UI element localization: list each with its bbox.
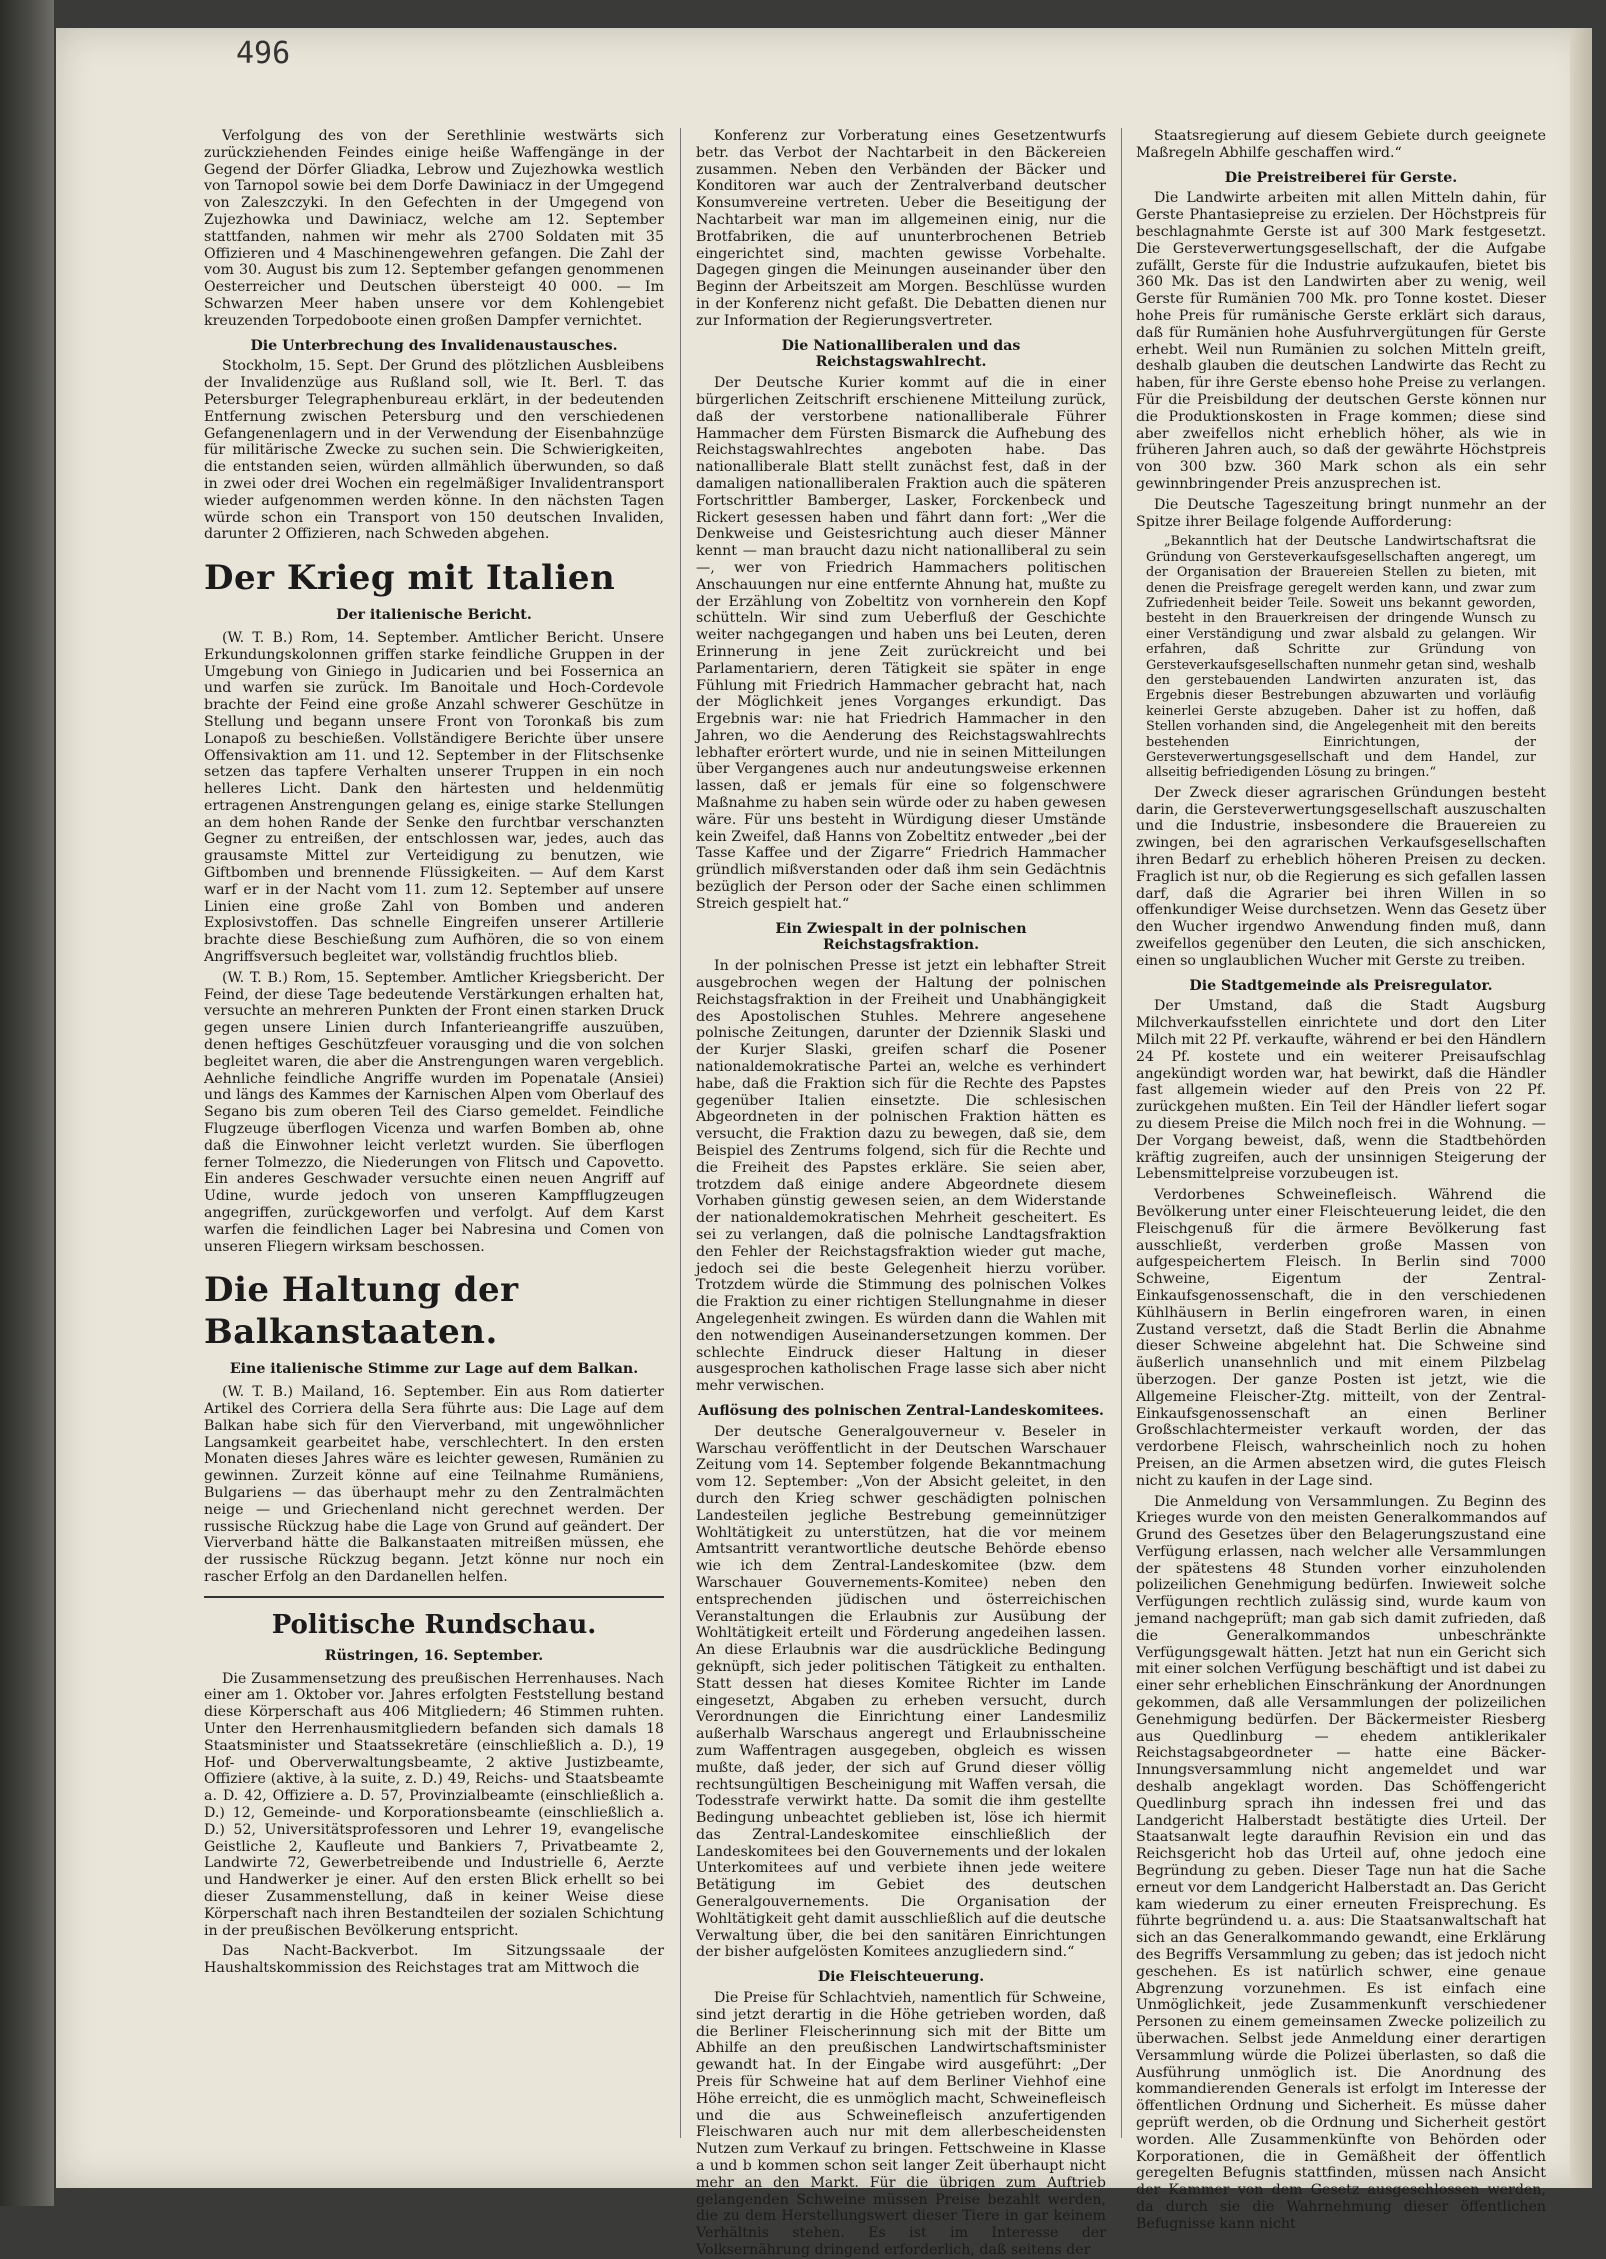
book-binding (0, 0, 54, 2206)
article-text: Die Anmeldung von Versammlungen. Zu Beginn des Krieges wurde von den meisten Generalkommandos auf Grund des Gesetzes über den Belagerungszustand eine Verfügung erlassen, nach welcher alle Versammlungen der spätestens 48 Stunden vorher einzuholenden polizeilichen Genehmigung bedürfen. Inwieweit solche Verfügungen rechtlich zulässig sind, wurde kaum von jemand nachgeprüft; man gab sich damit zufrieden, daß die Generalkommandos unbeschränkte Verfügungsgewalt hätten. Jetzt hat nun ein Gericht sich mit einer solchen Verfügung beschäftigt und ist dabei zu einer sehr erheblichen Einschränkung der Anordnungen gekommen, daß alle Versammlungen der polizeilichen Genehmigung bedürfen. Der Bäckermeister Riesberg aus Quedlinburg — ehedem antiklerikaler Reichstagsabgeordneter — hatte eine Bäcker-Innungsversammlung nicht angemeldet und war deshalb angeklagt worden. Das Schöffengericht Quedlinburg sprach ihn indessen frei und das Landgericht Halberstadt bestätigte dies Urteil. Der Staatsanwalt legte daraufhin Revision ein und das Reichsgericht hob das Urteil auf, ohne jedoch eine Begründung zu geben. Dieser Tage nun hat die Sache erneut vor dem Landgericht Halberstadt an. Das Gericht kam wiederum zu einer erneuten Freisprechung. Es führte begründend u. a. aus: Die Staatsanwaltschaft hat sich an das Generalkommando gewandt, eine Erklärung des Begriffs Versammlung zu geben; das ist jedoch nicht geschehen. Es ist natürlich schwer, eine genaue Abgrenzung vorzunehmen. Es ist einfach eine Unmöglichkeit, jede Zusammenkunft verschiedener Personen zu einem gemeinsamen Zwecke polizeilich zu überwachen. Selbst jede Anmeldung einer derartigen Versammlung würde die Polizei überlasten, so daß die Ausführung unmöglich ist. Die Anordnung des kommandierenden Generals ist erfolgt im Interesse der öffentlichen Ordnung und Sicherheit. Es müsse daher geprüft werden, ob die Ordnung und Sicherheit gestört worden. Alle Zusammenkünfte von Behörden oder Korporationen, die in Gemäßheit der öffentlich geregelten Befugnis stattfinden, müssen nach Ansicht der Kammer von dem Gesetz ausgeschlossen werden, da durch sie die Wahrnehmung dieser öffentlichen Befugnisse kann nicht (1136, 1493, 1546, 2232)
article-text: Der Deutsche Kurier kommt auf die in einer bürgerlichen Zeitschrift erschienene Mitteilung zurück, daß der verstorbene nationalliberale Führer Hammacher dem Fürsten Bismarck die Aufhebung des Reichstagswahlrechtes angeboten habe. Das nationalliberale Blatt stellt zunächst fest, daß in der damaligen nationalliberalen Fraktion auch die späteren Fortschrittler Bamberger, Lasker, Forckenbeck und Rickert gesessen haben und fährt dann fort: „Wer die Denkweise und Geistesrichtung auch dieser Männer kennt — man braucht dazu nicht nationalliberal zu sein —, wer von Friedrich Hammachers politischen Anschauungen nur eine entfernte Ahnung hat, mußte zu der Erzählung von Zobeltitz von vornherein den Kopf schütteln. Wir sind zum Ueberfluß der Geschichte weiter nachgegangen und haben uns bei Leuten, deren Erinnerung in jene Zeit zurückreicht und bei Parlamentariern, deren Tätigkeit sie später in enge Fühlung mit Friedrich Hammacher gebracht hat, nach der Möglichkeit jenes Vorganges erkundigt. Das Ergebnis war: nie hat Friedrich Hammacher in den Jahren, wo die Aenderung des Reichstagswahlrechts lebhafter erörtert wurde, und nie in seinen Mitteilungen über Vergangenes auch nur andeutungsweise erkennen lassen, daß er jemals für eine so folgenschwere Maßnahme zu haben sein würde oder zu haben gewesen wäre. Für uns besteht in Würdigung dieser Umstände kein Zweifel, daß Hanns von Zobeltitz entweder „bei der Tasse Kaffee und der Zigarre“ Friedrich Hammacher gründlich mißverstanden oder daß ihm sein Gedächtnis bezüglich der Person oder der Sache einen schlimmen Streich gespielt hat.“ (696, 375, 1106, 912)
article-text: (W. T. B.) Rom, 14. September. Amtlicher Bericht. Unsere Erkundungskolonnen griffen starke feindliche Gruppen in der Umgebung von Giniego in Judicarien und bei Fossernica an und warfen sie zurück. Im Banoitale und Hoch-Cordevole brachte der Feind eine große Anzahl schwerer Geschütze in Stellung und begann unsere Front von Toronkaß bis zum Lonapoß zu beschießen. Vollständigere Berichte über unsere Offensivaktion am 11. und 12. September in der Flitschsenke setzen das tapfere Verhalten unserer Truppen in ein noch helleres Licht. Dank den härtesten und heldenmütig ertragenen Anstrengungen gelang es, einige starke Stellungen an dem hohen Rande der Senke den furchtbar verschanzten Gegner zu entreißen, der entschlossen war, jedes, auch das grausamste Mittel zur Verteidigung zu benutzen, wie Giftbomben und brennende Flüssigkeiten. — Auf dem Karst warf er in der Nacht vom 11. zum 12. September auf unsere Linien eine große Zahl von Bomben und anderen Explosivstoffen. Das schnelle Eingreifen unserer Artillerie brachte diese Beschießung zum Aufhören, die so von einem Angriffsversuch begleitet war, vollständig fruchtlos blieb. (204, 629, 664, 966)
article-text: Verdorbenes Schweinefleisch. Während die Bevölkerung unter einer Fleischteuerung leidet, die den Fleischgenuß für die ärmere Bevölkerung fast ausschließt, verderben große Massen von aufgespeichertem Fleisch. In Berlin sind 7000 Schweine, Eigentum der Zentral-Einkaufsgenossenschaft, die in den verschiedenen Kühlhäusern in Berlin eingefroren waren, in einen Zustand versetzt, daß die Stadt Berlin die Abnahme dieser Schweine abgelehnt hat. Die Schweine sind äußerlich unansehnlich und mit einem Pilzbelag überzogen. Der ganze Posten ist jetzt, wie die Allgemeine Fleischer-Ztg. mitteilt, von der Zentral-Einkaufsgenossenschaft an einen Berliner Großschlachtermeister verkauft worden, der das verdorbene Fleisch, wahrscheinlich noch zu hohen Preisen, an die Armen absetzen wird, die gutes Fleisch nicht zu kaufen in der Lage sind. (1136, 1187, 1546, 1489)
column-rule (680, 128, 681, 2138)
article-heading: Die Fleischteuerung. (817, 1969, 985, 1986)
article-text: Der Umstand, daß die Stadt Augsburg Milchverkaufsstellen einrichtete und dort den Liter Milch mit 22 Pf. verkaufte, während er bei den Händlern 24 Pf. kostete und ein weiterer Preisaufschlag angekündigt worden war, hat bewirkt, daß die Händler fast allgemein wieder auf den Preis von 22 Pf. zurückgehen mußten. Ein Teil der Händler liefert sogar zu diesem Preise die Milch noch frei in die Wohnung. — Der Vorgang beweist, daß, wenn die Stadtbehörden kräftig zugreifen, auch der unsinnigen Steigerung der Lebensmittelpreise vorzubeugen ist. (1136, 998, 1546, 1183)
article-text: Stockholm, 15. Sept. Der Grund des plötzlichen Ausbleibens der Invalidenzüge aus Rußland soll, wie It. Berl. T. das Petersburger Telegraphenbureau erklärt, in der bedeutenden Entfernung zwischen Petersburg und den verschiedenen Gefangenenlagern und in der Verwendung der Eisenbahnzüge für militärische Zwecke zu suchen sein. Die Schwierigkeiten, die entstanden seien, würden allmählich überwunden, so daß in zwei oder drei Wochen ein regelmäßiger Invalidentransport wieder aufgenommen werden könne. In den nächsten Tagen würde schon ein Transport von 150 deutschen Invaliden, darunter 2 Offizieren, nach Schweden abgehen. (204, 358, 664, 543)
article-text: Konferenz zur Vorberatung eines Gesetzentwurfs betr. das Verbot der Nachtarbeit in den Bäckereien zusammen. Neben den Verbänden der Bäcker und Konditoren war auch der Zentralverband deutscher Konsumvereine vertreten. Ueber die Beseitigung der Nachtarbeit war man im allgemeinen einig, nur die Brotfabriken, die auf ununterbrochenen Betrieb eingerichtet sind, machten gewisse Vorbehalte. Dagegen gingen die Meinungen auseinander über den Beginn der Arbeitszeit am Morgen. Beschlüsse wurden in der Konferenz nicht gefaßt. Die Debatten dienen nur zur Information der Regierungsvertreter. (696, 128, 1106, 329)
article-text: Das Nacht-Backverbot. Im Sitzungssaale der Haushaltskommission des Reichstages trat am Mittwoch die (204, 1943, 664, 1977)
quoted-text: „Bekanntlich hat der Deutsche Landwirtschaftsrat die Gründung von Gersteverkaufsgesellschaften angeregt, um der Organisation der Brauereien Stellen zu bieten, mit denen die Preisfrage geregelt werden kann, und zwar zum Zufriedenheit beider Teile. Soweit uns bekannt geworden, besteht in den Brauerkreisen der dringende Wunsch zu einer Verständigung und zwar alsbald zu gelangen. Wir erfahren, daß Schritte zur Gründung von Gersteverkaufsgesellschaften nunmehr getan sind, weshalb den gerstebauenden Landwirten anzuraten ist, das Ergebnis dieser Bestrebungen abzuwarten und vorläufig keinerlei Gerste abzugeben. Daher ist zu hoffen, daß Stellen vorhanden sind, die Angelegenheit mit den bereits bestehenden Einrichtungen, der Gersteverwertungsgesellschaft und dem Handel, zur allseitig befriedigenden Lösung zu bringen.“ (1146, 534, 1536, 781)
section-title: Politische Rundschau. (271, 1609, 597, 1640)
article-text: Staatsregierung auf diesem Gebiete durch geeignete Maßregeln Abhilfe geschaffen wird.“ (1136, 128, 1546, 161)
page-number: 496 (236, 36, 291, 71)
article-text: (W. T. B.) Rom, 15. September. Amtlicher Kriegsbericht. Der Feind, der diese Tage bedeutende Verstärkungen erhalten hat, versuchte an mehreren Punkten der Front einen starken Druck gegen unsere Linien durch Infanterieangriffe auszuüben, denen heftiges Geschützfeuer vorausging und die von solchen begleitet waren, die aber die Anstrengungen waren vergeblich. Aehnliche feindliche Angriffe wurden im Popenatale (Ansiei) und längs des Kammes der Karnischen Alpen vom Oberlauf des Segano bis zum oberen Teil des Ciarso gemeldet. Feindliche Flugzeuge überflogen Vicenza und warfen Bomben ab, ohne daß die Einwohner leicht verletzt wurden. Sie überflogen ferner Tolmezzo, die Niederungen von Flitsch und Capovetto. Ein anderes Geschwader versuchte einen neuen Angriff auf Udine, wurde jedoch von unseren Kampfflugzeugen angegriffen, zurückgeworfen und verfolgt. Auf dem Karst warfen die feindlichen Lager bei Nabresina und Comen von unseren Fliegern wirksam beschossen. (204, 969, 664, 1255)
section-title: Die Haltung der Balkanstaaten. (204, 1270, 519, 1353)
article-text: Der Zweck dieser agrarischen Gründungen besteht darin, die Gersteverwertungsgesellschaft auszuschalten und die Industrie, insbesondere die Brauereien zu zwingen, bei den agrarischen Verkaufsgesellschaften ihren Bedarf zu erheblich höheren Preisen zu decken. Fraglich ist nur, ob die Regierung es sich gefallen lassen darf, daß die Agrarier bei ihren Willen in so offenkundiger Weise durchsetzen. Wenn das Gesetz über den Wucher irgendwo Anwendung finden muß, dann zweifellos gegenüber den Leuten, die sich anschicken, einen so unglaublichen Wucher mit Gerste zu treiben. (1136, 784, 1546, 969)
article-heading: Die Preistreiberei für Gerste. (1224, 169, 1458, 186)
section-title: Der Krieg mit Italien (204, 558, 616, 599)
article-heading: Die Unterbrechung des Invalidenaustausches. (250, 337, 618, 354)
article-heading: Ein Zwiespalt in der polnischen Reichstagsfraktion. (775, 920, 1027, 954)
column-2 (696, 128, 1106, 2259)
page-edge (1570, 28, 1592, 2188)
article-heading: Auflösung des polnischen Zentral-Landeskomitees. (698, 1402, 1104, 1419)
article-text: Die Zusammensetzung des preußischen Herrenhauses. Nach einer am 1. Oktober vor. Jahres erfolgten Feststellung bestand diese Körperschaft aus 406 Mitgliedern; 46 Stimmen ruhten. Unter den Herrenhausmitgliedern befanden sich damals 18 Staatsminister und Staatssekretäre (einschließlich a. D.), 19 Hof- und Oberverwaltungsbeamte, 2 aktive Justizbeamte, Offiziere (aktive, à la suite, z. D.) 49, Reichs- und Staatsbeamte a. D. 42, Offiziere a. D. 57, Provinzialbeamte (einschließlich a. D.) 12, Gemeinde- und Korporationsbeamte (einschließlich a. D.) 52, Universitätsprofessoren und Lehrer 19, evangelische Geistliche 2, Kaufleute und Bankiers 7, Privatbeamte 2, Landwirte 72, Gewerbetreibende und Industrielle 6, Aerzte und Handwerker je einer. Auf den ersten Blick erhellt so bei dieser Zusammenstellung, daß in keiner Weise diese Körperschaft nach ihren Bestandteilen der sozialen Schichtung in der preußischen Bevölkerung entspricht. (204, 1670, 664, 1939)
article-heading: Die Nationalliberalen und das Reichstagswahlrecht. (781, 337, 1021, 371)
column-3 (1136, 128, 1546, 2232)
article-text: (W. T. B.) Mailand, 16. September. Ein aus Rom datierter Artikel des Corriera della Sera führte aus: Die Lage auf dem Balkan habe sich für den Vierverband, mit ungewöhnlicher Langsamkeit gearbeitet habe, verschlechtert. In den ersten Monaten dieses Jahres wäre es leichter gewesen, Rumänien zu gewinnen. Zurzeit könne auf eine Teilnahme Rumäniens, Bulgariens — das überhaupt mehr zu den Zentralmächten neige — und Griechenland nicht gerechnet werden. Der russische Rückzug habe die Lage von Grund auf geändert. Der Vierverband hätte die Balkanstaaten mitreißen müssen, ehe der russische Rückzug begann. Jetzt könne nur noch ein rascher Erfolg an den Dardanellen helfen. (204, 1384, 664, 1585)
divider (204, 1596, 664, 1598)
article-text: Verfolgung des von der Serethlinie westwärts sich zurückziehenden Feindes einige heiße Waffengänge in der Gegend der Dörfer Gliadka, Lebrow und Zujezhowka westlich von Tarnopol sowie bei dem Dorfe Dawiniacz in der Umgegend von Zaleszczyki. In den Gefechten in der Umgegend von Zujezhowka und Dawiniacz, welche am 12. September stattfanden, nahmen wir mehr als 2700 Soldaten mit 35 Offizieren und 4 Maschinengewehren gefangen. Die Zahl der vom 30. August bis zum 12. September gefangen genommenen Oesterreicher und Deutschen übersteigt 40 000. — Im Schwarzen Meer haben unsere vor dem Kohlengebiet kreuzenden Torpedoboote einen großen Dampfer vernichtet. (204, 128, 664, 329)
section-subtitle: Eine italienische Stimme zur Lage auf dem Balkan. (229, 1361, 639, 1378)
article-text: Die Landwirte arbeiten mit allen Mitteln dahin, für Gerste Phantasiepreise zu erzielen. Der Höchstpreis für beschlagnahmte Gerste ist auf 300 Mark festgesetzt. Die Gersteverwertungsgesellschaft, der die Aufgabe zufällt, Gerste für die Industrie aufzukaufen, bietet bis 360 Mk. Das ist den Landwirten aber zu wenig, weil Gerste für Rumänien 700 Mk. pro Tonne kostet. Dieser hohe Preis für rumänische Gerste erklärt sich daraus, daß für Rumänien hohe Ausfuhrvergütungen für Gerste erhebt. Weil nun Rumänien zu solchen Mitteln greift, deshalb glauben die deutschen Landwirte das Recht zu haben, für ihre Gerste ebenso hohe Preise zu verlangen. Für die Preisbildung der deutschen Gerste können nur die Produktionskosten in Frage kommen; diese sind aber zweifellos nicht erheblich höher, als wie in früheren Jahren auch, so daß der gewährte Höchstpreis von 300 bzw. 360 Mark schon als ein sehr gewinnbringender Preis anzusprechen ist. (1136, 190, 1546, 492)
article-text: Der deutsche Generalgouverneur v. Beseler in Warschau veröffentlicht in der Deutschen Warschauer Zeitung vom 14. September folgende Bekanntmachung vom 12. September: „Von der Absicht geleitet, in den durch den Krieg schwer geschädigten polnischen Landesteilen jegliche Bestrebung gemeinnütziger Wohltätigkeit zu unterstützen, hat die vor meinem Amtsantritt verantwortliche deutsche Behörde ebenso wie ich dem Zentral-Landeskomitee (bzw. dem Warschauer Gouvernements-Komitee) neben den entsprechenden jüdischen und österreichischen Veranstaltungen die Erlaubnis zur Ausübung der Wohltätigkeit erteilt und Förderung angedeihen lassen. An diese Erlaubnis war die ausdrückliche Bedingung geknüpft, sich jeder politischen Tätigkeit zu enthalten. Statt dessen hat dieses Komitee Richter im Lande eingesetzt, Abgaben zu erheben versucht, durch Verordnungen die Einrichtung einer Landesmiliz außerhalb Warschaus angeregt und Erlaubnisscheine zum Waffentragen ausgegeben, obgleich es wissen mußte, daß jeder, der sich auf Grund dieser völlig rechtsungültigen Bescheinigung mit Waffen versah, die Todesstrafe verwirkt hatte. Da somit die ihm gestellte Bedingung unbeachtet geblieben ist, löse ich hiermit das Zentral-Landeskomitee einschließlich der Landeskomitees bei den Gouvernements und der lokalen Unterkomitees auf und verbiete ihnen jede weitere Betätigung im Gebiet des deutschen Generalgouvernements. Die Organisation der Wohltätigkeit geht damit ausschließlich auf die deutsche Verwaltung über, die bei den sanitären Einrichtungen der bisher aufgelösten Komitees anzugliedern sind.“ (696, 1423, 1106, 1961)
column-1 (204, 128, 664, 2148)
section-subtitle: Der italienische Bericht. (336, 607, 532, 624)
column-rule (1121, 128, 1122, 2138)
article-heading: Die Stadtgemeinde als Preisregulator. (1189, 977, 1493, 994)
article-text: Die Preise für Schlachtvieh, namentlich für Schweine, sind jetzt derartig in die Höhe getrieben worden, daß die Berliner Fleischerinnung sich mit der Bitte um Abhilfe an den preußischen Landwirtschaftsminister gewandt hat. In der Eingabe wird ausgeführt: „Der Preis für Schweine hat auf dem Berliner Viehhof eine Höhe erreicht, die es unmöglich macht, Schweinefleisch und die aus Schweinefleisch anzufertigenden Fleischwaren auch nur mit dem allerbescheidensten Nutzen zum Verkauf zu bringen. Fettschweine in Klasse a und b kommen schon seit langer Zeit überhaupt nicht mehr an den Markt. Für die übrigen zum Auftrieb gelangenden Schweine müssen Preise bezahlt werden, die zu dem Herstellungswert dieser Tiere in gar keinem Verhältnis stehen. Es ist im Interesse der Volksernährung dringend erforderlich, daß seitens der (696, 1990, 1106, 2259)
dateline: Rüstringen, 16. September. (324, 1647, 544, 1664)
newspaper-page (56, 28, 1592, 2259)
article-text: In der polnischen Presse ist jetzt ein lebhafter Streit ausgebrochen wegen der Haltung der polnischen Reichstagsfraktion in der Freiheit und Unabhängigkeit des Apostolischen Stuhles. Mehrere angesehene polnische Zeitungen, darunter der Dziennik Slaski und der Kurjer Slaski, greifen scharf die Posener nationaldemokratische Partei an, welche es verhindert habe, daß die Fraktion sich für die Rechte des Papstes gegenüber Italien einsetzte. Die schlesischen Abgeordneten in der polnischen Fraktion hätten es versucht, die Fraktion dazu zu bewegen, daß sie, dem Beispiel des Zentrums folgend, sich für die Rechte und die Freiheit des Papstes erkläre. Sie seien aber, trotzdem daß einige andere Abgeordnete diesem Vorhaben günstig gewesen seien, an dem Widerstande der nationaldemokratischen Mehrheit gescheitert. Es sei zu verlangen, daß die polnische Landtagsfraktion den Fehler der Reichstagsfraktion wieder gut mache, jedoch sei die beste Gelegenheit hierzu vorüber. Trotzdem würde die Stimmung des polnischen Volkes die Fraktion zu einer richtigen Stellungnahme in dieser Angelegenheit zwingen. Es würden dann die Wahlen mit den notwendigen Auseinandersetzungen kommen. Der schlechte Eindruck dieser Haltung in dieser ausgesprochen katholischen Frage lasse sich aber nicht mehr verwischen. (696, 958, 1106, 1395)
article-text: Die Deutsche Tageszeitung bringt nunmehr an der Spitze ihrer Beilage folgende Aufforderung: (1136, 496, 1546, 530)
